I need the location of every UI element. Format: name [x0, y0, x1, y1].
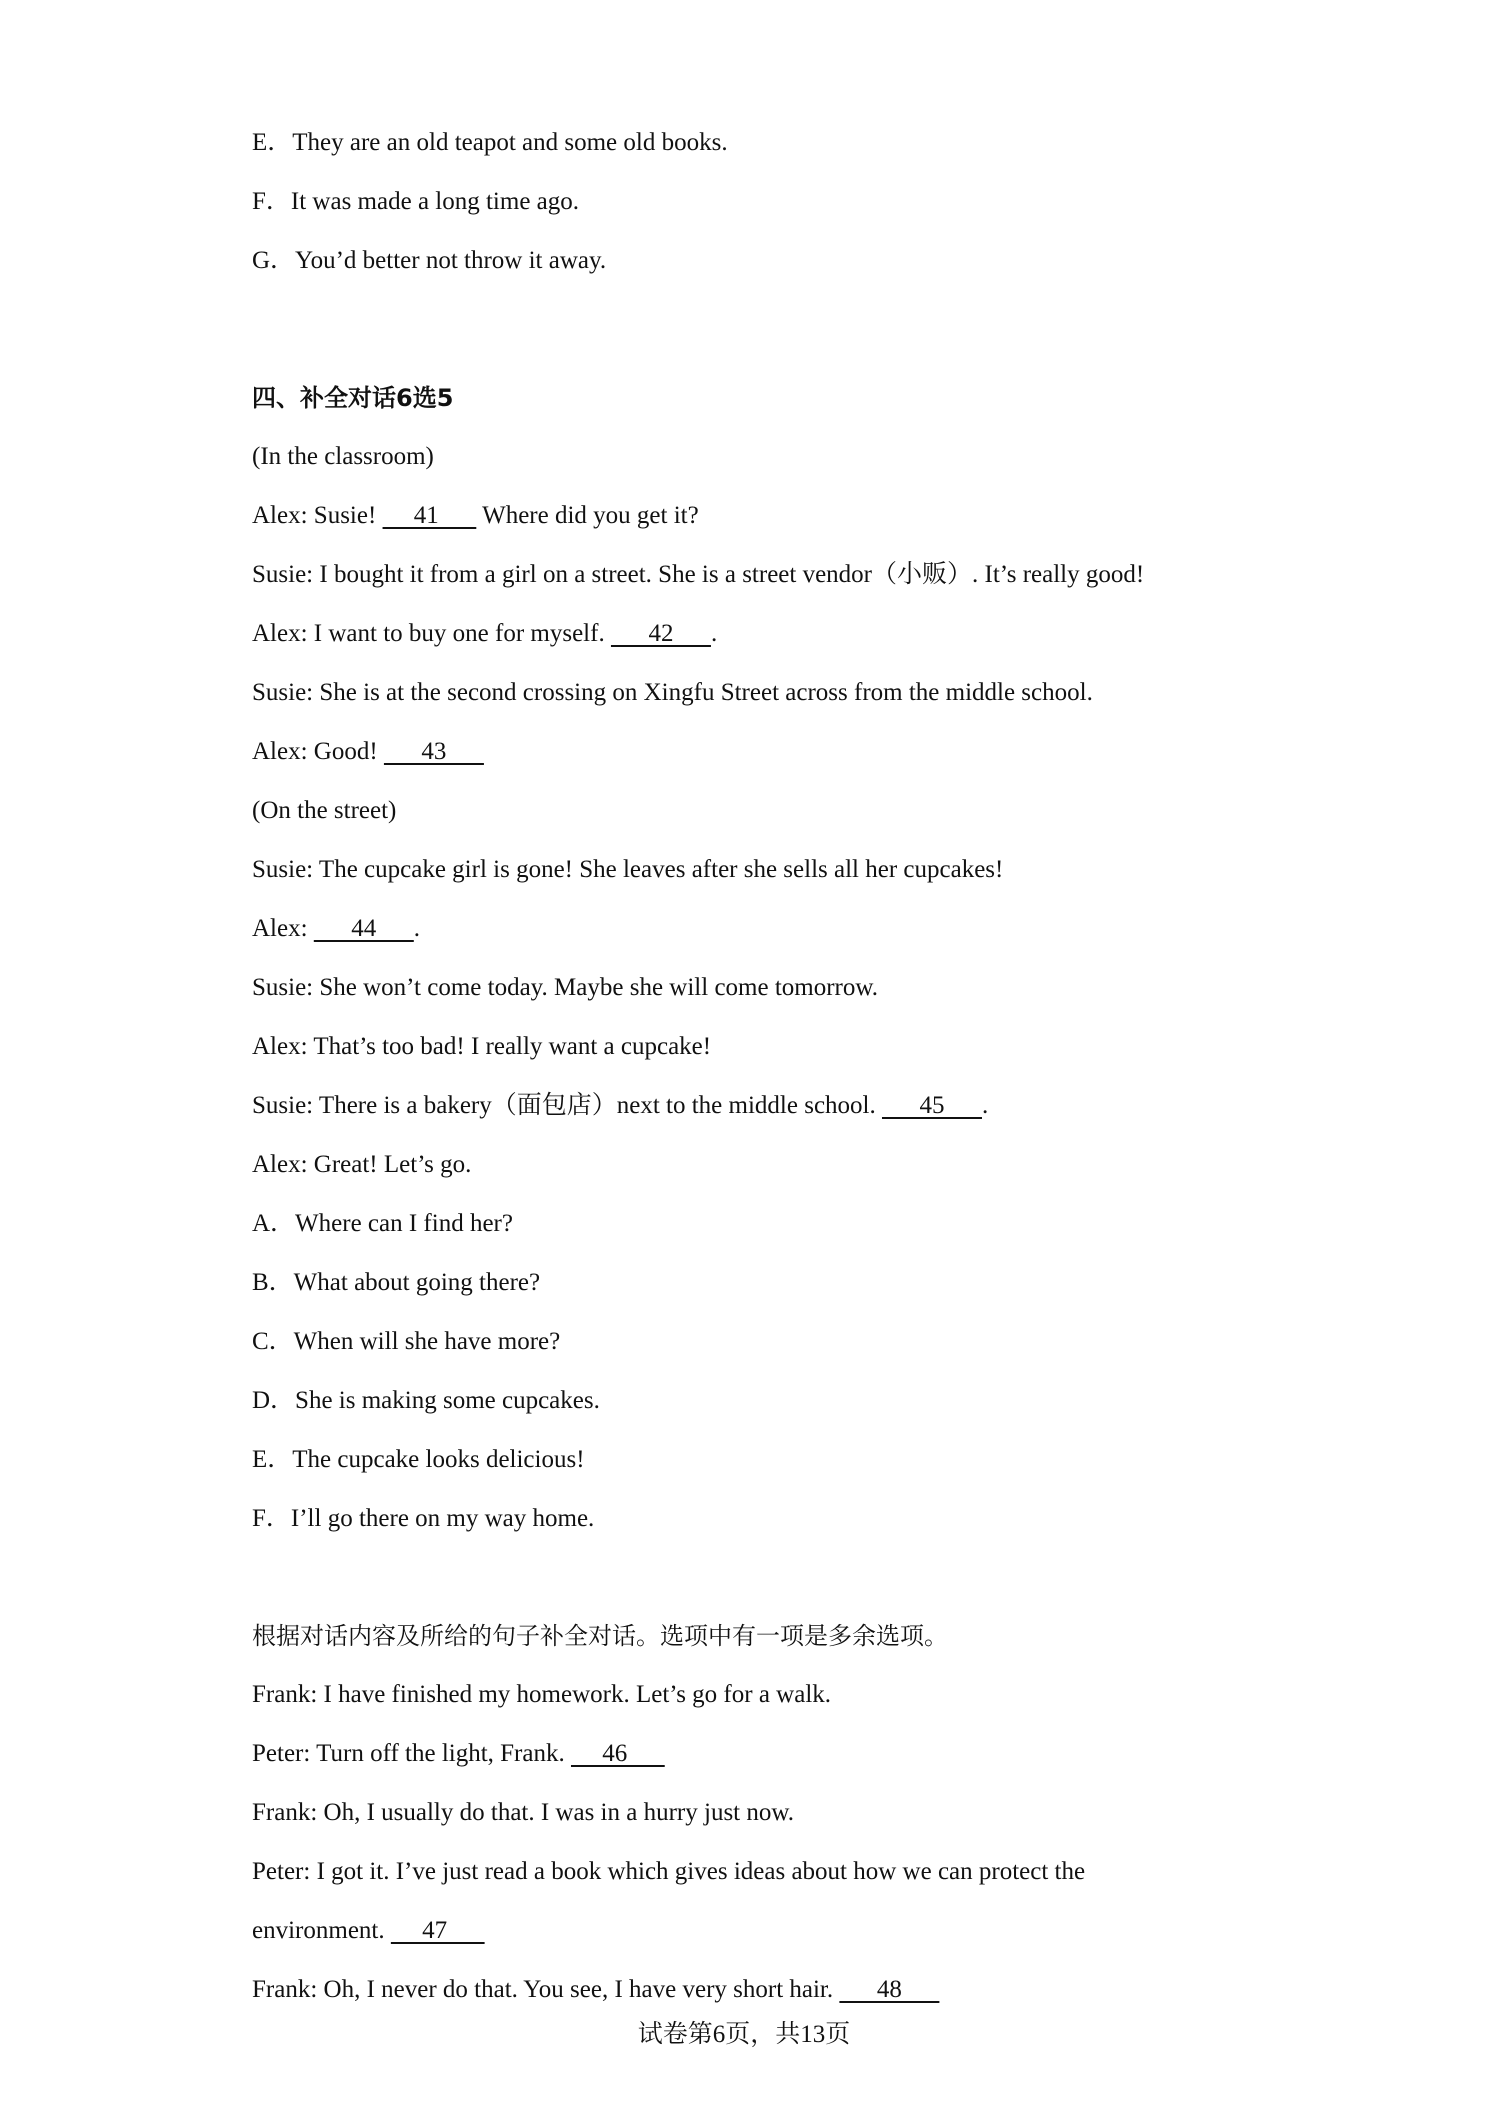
dialogue-line: Susie: I bought it from a girl on a street. She is a street vendor（小贩）. It’s really good! — [252, 561, 1145, 588]
dialogue-line-47: environment. 47 — [252, 1917, 485, 1944]
dialogue-line-48: Frank: Oh, I never do that. You see, I have very short hair. 48 — [252, 1976, 940, 2003]
dialogue-line: Alex: That’s too bad! I really want a cupcake! — [252, 1033, 712, 1060]
page-footer: 试卷第6页，共13页 — [637, 2021, 851, 2048]
option-b: B．What about going there? — [252, 1269, 541, 1296]
dialogue-line: Frank: Oh, I usually do that. I was in a hurry just now. — [252, 1799, 795, 1826]
dialogue-line-43: Alex: Good! 43 — [252, 738, 484, 765]
dialogue-line: Susie: She is at the second crossing on Xingfu Street across from the middle school. — [252, 679, 1093, 706]
dialogue-line-44: Alex: 44 . — [252, 915, 421, 942]
scene-label: (In the classroom) — [252, 443, 434, 470]
option-e: E．The cupcake looks delicious! — [252, 1446, 585, 1473]
blank-42: 42 — [610, 620, 711, 647]
option-g-prev: G．You’d better not throw it away. — [252, 247, 607, 274]
blank-48: 48 — [839, 1976, 940, 2003]
dialogue-line: Peter: I got it. I’ve just read a book which gives ideas about how we can protect the — [252, 1858, 1086, 1885]
dialogue-line: Frank: I have finished my homework. Let’s go for a walk. — [252, 1681, 832, 1708]
option-e-prev: E．They are an old teapot and some old books. — [252, 129, 728, 156]
option-f: F．I’ll go there on my way home. — [252, 1505, 595, 1532]
dialogue-line: Susie: She won’t come today. Maybe she will come tomorrow. — [252, 974, 879, 1001]
dialogue-line-45: Susie: There is a bakery（面包店）next to the middle school. 45 . — [252, 1092, 989, 1119]
option-c: C．When will she have more? — [252, 1328, 561, 1355]
blank-41: 41 — [382, 502, 477, 529]
blank-44: 44 — [313, 915, 414, 942]
instruction-text: 根据对话内容及所给的句子补全对话。选项中有一项是多余选项。 — [252, 1622, 948, 1650]
dialogue-line-46: Peter: Turn off the light, Frank. 46 — [252, 1740, 665, 1767]
dialogue-line: Alex: Great! Let’s go. — [252, 1151, 472, 1178]
dialogue-line: Susie: The cupcake girl is gone! She leaves after she sells all her cupcakes! — [252, 856, 1004, 883]
blank-45: 45 — [881, 1092, 982, 1119]
blank-46: 46 — [570, 1740, 665, 1767]
section-heading: 四、补全对话6选5 — [252, 384, 454, 412]
option-a: A．Where can I find her? — [252, 1210, 513, 1237]
blank-43: 43 — [383, 738, 484, 765]
option-f-prev: F．It was made a long time ago. — [252, 188, 580, 215]
dialogue-line-42: Alex: I want to buy one for myself. 42 . — [252, 620, 718, 647]
blank-47: 47 — [390, 1917, 485, 1944]
dialogue-line-41: Alex: Susie! 41 Where did you get it? — [252, 502, 699, 529]
scene-label: (On the street) — [252, 797, 397, 824]
option-d: D．She is making some cupcakes. — [252, 1387, 600, 1414]
